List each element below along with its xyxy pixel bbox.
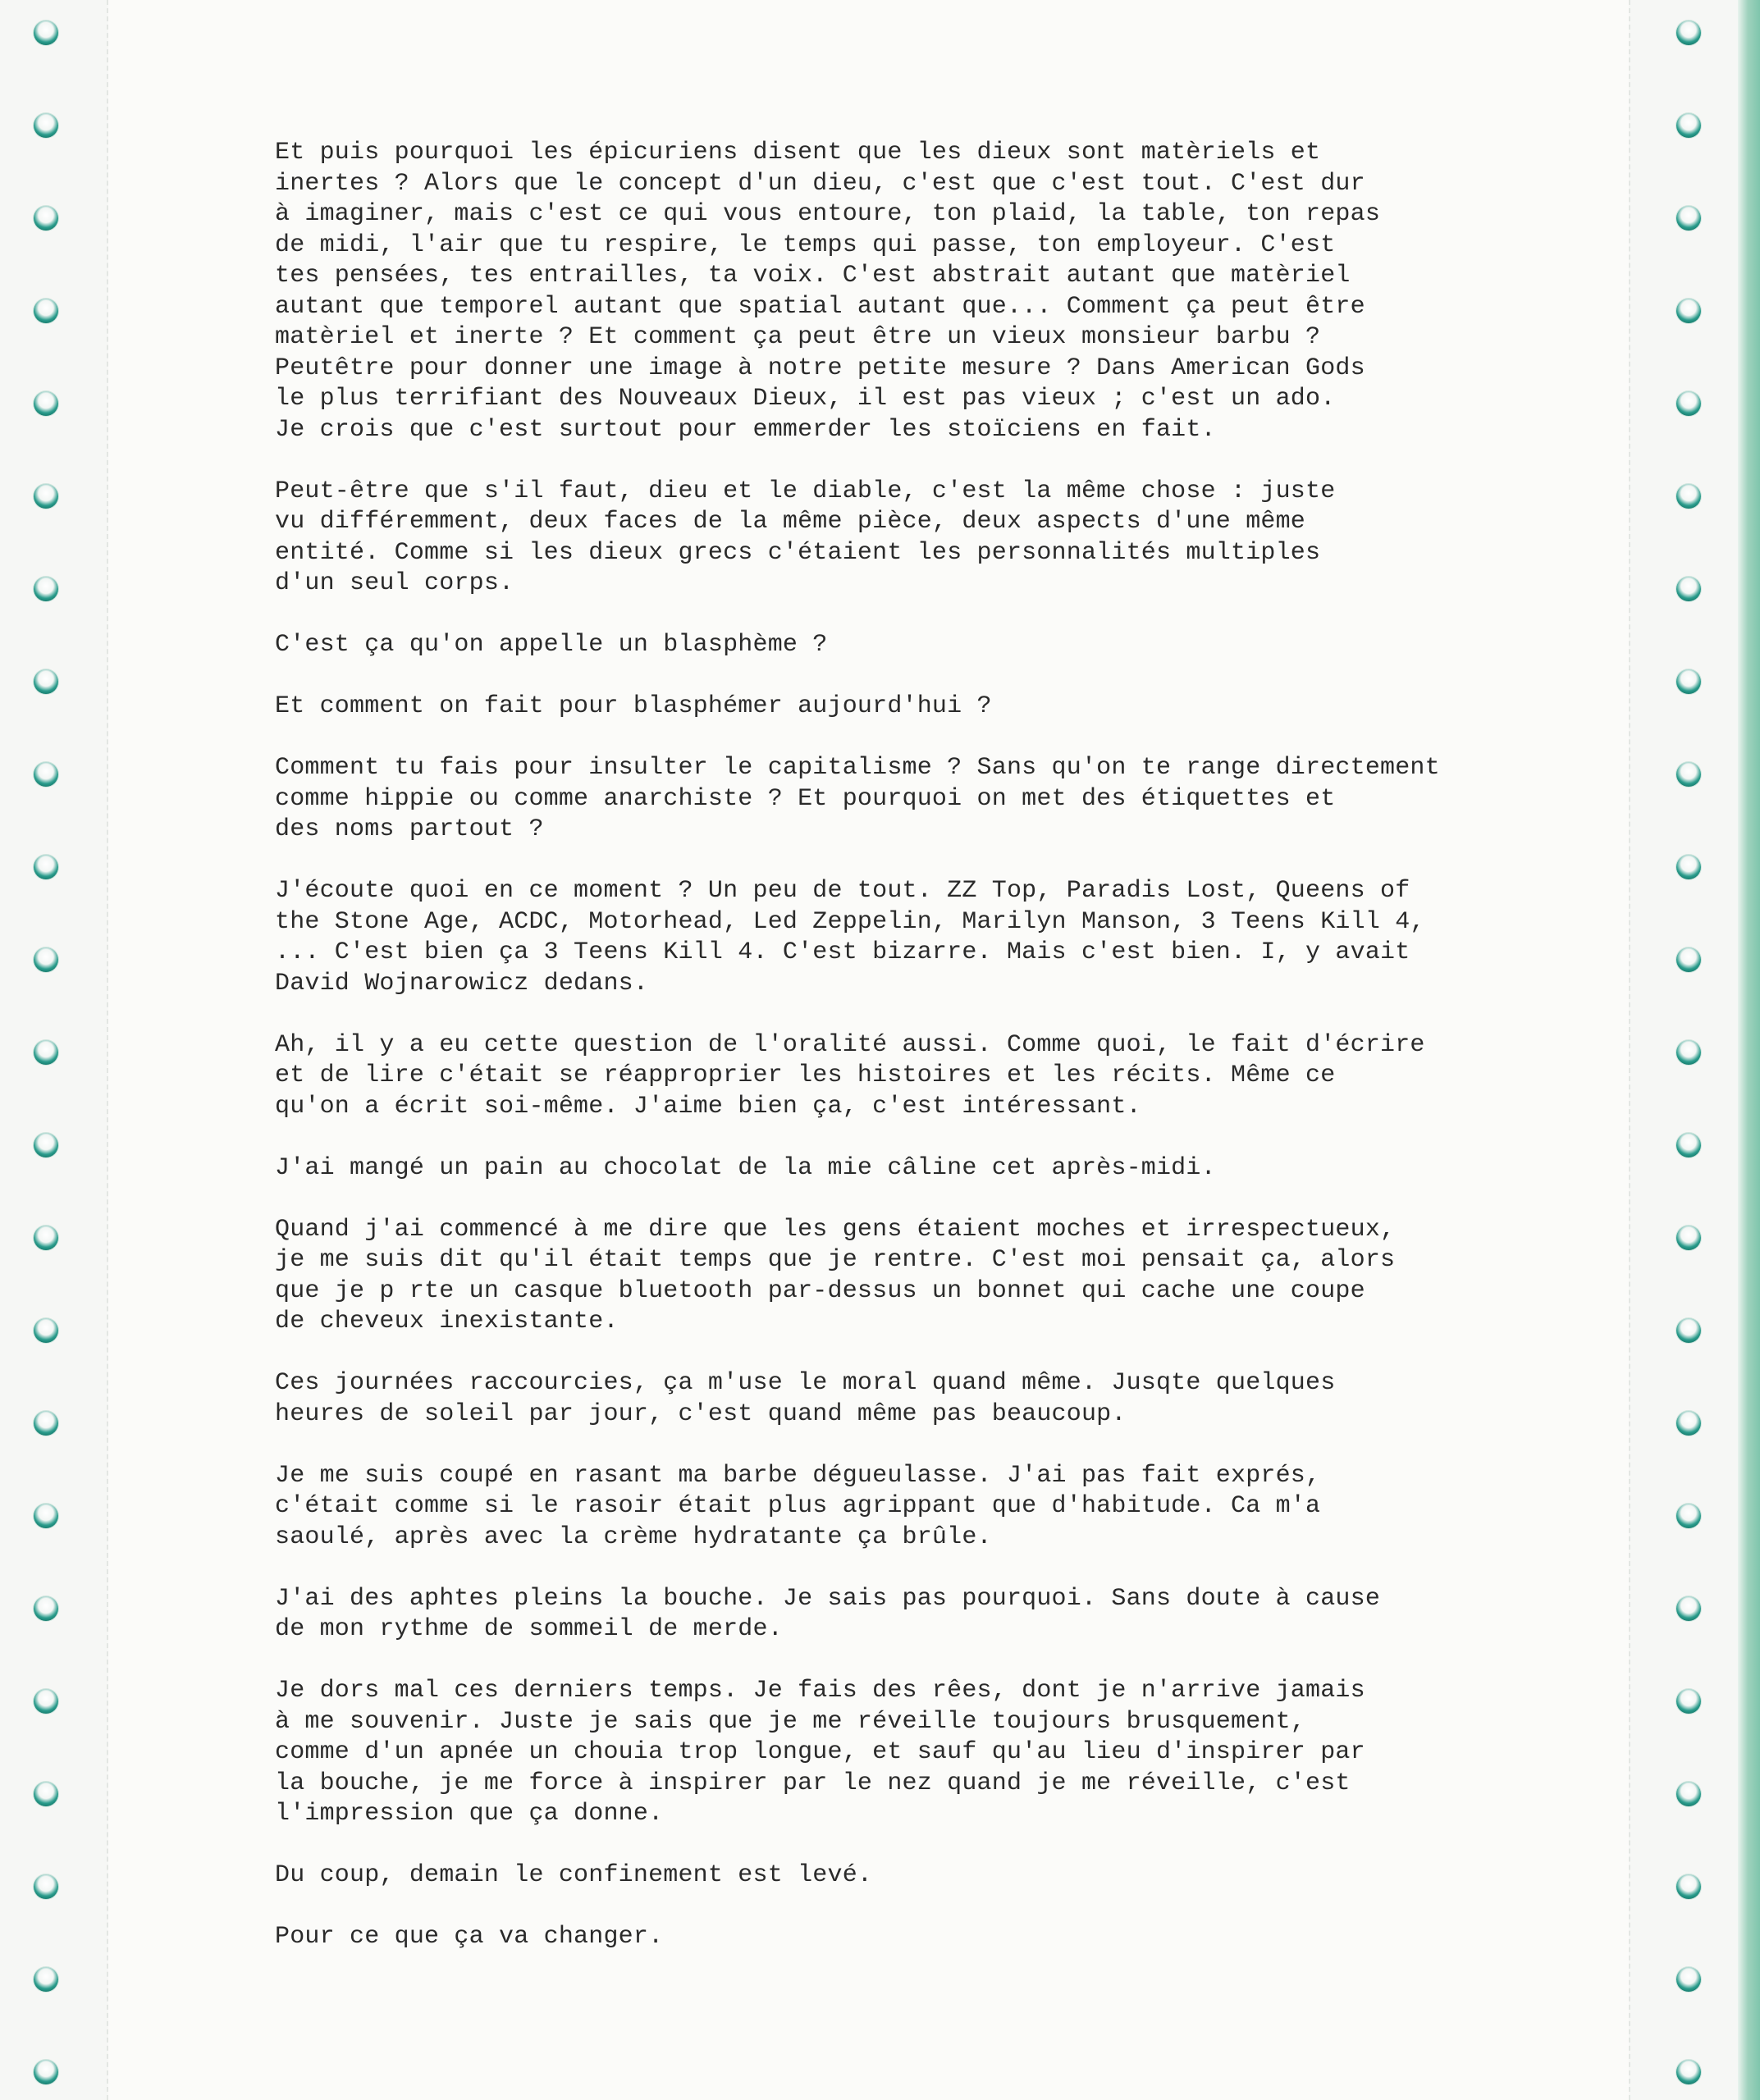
feed-hole-icon [34,1226,58,1250]
feed-hole-icon [1676,206,1701,231]
text-line: à me souvenir. Juste je sais que je me réveille toujours brusquement, [275,1707,1306,1736]
text-line: la bouche, je me force à inspirer par le nez quand je me réveille, c'est [275,1769,1351,1797]
feed-hole-icon [34,855,58,879]
feed-hole-icon [1676,1226,1701,1250]
feed-hole-icon [1676,1596,1701,1621]
feed-hole-icon [1676,1133,1701,1157]
paragraph [275,477,1621,600]
text-line: Je crois que c'est surtout pour emmerder les stoïciens en fait. [275,415,1216,444]
text-line: Et comment on fait pour blasphémer aujourd'hui ? [275,692,992,720]
feed-hole-icon [1676,855,1701,879]
text-line: Peutêtre pour donner une image à notre petite mesure ? Dans American Gods [275,354,1365,382]
text-line: Ces journées raccourcies, ça m'use le moral quand même. Jusqte quelques [275,1369,1336,1397]
feed-hole-icon [1676,113,1701,138]
text-line: Peut-être que s'il faut, dieu et le diable, c'est la même chose : juste [275,477,1336,505]
text-line: Du coup, demain le confinement est levé. [275,1861,873,1889]
paragraph [275,1922,1621,1953]
feed-hole-icon [34,1318,58,1343]
text-line: entité. Comme si les dieux grecs c'étaient les personnalités multiples [275,538,1321,567]
paragraph [275,1215,1621,1338]
text-line: et de lire c'était se réapproprier les histoires et les récits. Même ce [275,1061,1336,1089]
text-line: comme hippie ou comme anarchiste ? Et pourquoi on met des étiquettes et [275,784,1336,813]
text-line: Comment tu fais pour insulter le capitalisme ? Sans qu'on te range directement [275,754,1440,782]
text-line: d'un seul corps. [275,569,514,597]
paragraph [275,692,1621,723]
text-line: de midi, l'air que tu respire, le temps qui passe, ton employeur. C'est [275,231,1336,259]
feed-hole-icon [1676,669,1701,694]
paragraph [275,1676,1621,1830]
feed-hole-icon [34,1689,58,1714]
feed-hole-icon [34,484,58,509]
text-line: je me suis dit qu'il était temps que je rentre. C'est moi pensait ça, alors [275,1246,1396,1274]
paragraph [275,876,1621,999]
feed-hole-icon [34,1040,58,1065]
text-line: de mon rythme de sommeil de merde. [275,1615,783,1643]
paragraph [275,630,1621,661]
text-line: de cheveux inexistante. [275,1308,619,1335]
feed-hole-icon [34,577,58,601]
feed-hole-icon [1676,1040,1701,1065]
feed-hole-icon [1676,1689,1701,1714]
paragraph [275,1584,1621,1646]
feed-hole-icon [34,113,58,138]
feed-hole-icon [1676,21,1701,45]
text-line: inertes ? Alors que le concept d'un dieu, c'est que c'est tout. C'est dur [275,169,1365,198]
text-line: Quand j'ai commencé à me dire que les gens étaient moches et irrespectueux, [275,1215,1396,1244]
paragraph [275,1860,1621,1892]
paragraph [275,138,1621,445]
feed-hole-icon [34,2060,58,2084]
feed-hole-icon [34,391,58,416]
text-line: Et puis pourquoi les épicuriens disent que les dieux sont matèriels et [275,139,1321,167]
feed-hole-icon [1676,484,1701,509]
text-line: tes pensées, tes entrailles, ta voix. C'est abstrait autant que matèriel [275,262,1351,290]
feed-hole-icon [34,1782,58,1806]
text-line: David Wojnarowicz dedans. [275,969,649,998]
paragraph [275,1461,1621,1554]
feed-hole-icon [34,1411,58,1436]
text-line: c'était comme si le rasoir était plus agrippant que d'habitude. Ca m'a [275,1492,1321,1520]
feed-hole-icon [1676,762,1701,787]
feed-hole-icon [1676,1504,1701,1528]
feed-hole-icon [1676,577,1701,601]
text-line: le plus terrifiant des Nouveaux Dieux, il est pas vieux ; c'est un ado. [275,385,1336,413]
text-line: que je p rte un casque bluetooth par-dessus un bonnet qui cache une coupe [275,1276,1365,1305]
text-line: J'écoute quoi en ce moment ? Un peu de tout. ZZ Top, Paradis Lost, Queens of [275,877,1410,905]
text-line: Je dors mal ces derniers temps. Je fais des rêes, dont je n'arrive jamais [275,1677,1365,1705]
feed-hole-icon [34,947,58,972]
text-line: heures de soleil par jour, c'est quand même pas beaucoup. [275,1399,1127,1428]
text-line: matèriel et inerte ? Et comment ça peut être un vieux monsieur barbu ? [275,323,1321,351]
paragraph [275,1030,1621,1123]
feed-hole-icon [1676,299,1701,323]
feed-hole-icon [34,1874,58,1899]
text-line: J'ai mangé un pain au chocolat de la mie câline cet après-midi. [275,1153,1216,1182]
feed-hole-icon [34,206,58,231]
feed-hole-icon [1676,1874,1701,1899]
feed-hole-icon [34,1596,58,1621]
text-line: saoulé, après avec la crème hydratante ça brûle. [275,1522,992,1551]
feed-hole-icon [34,762,58,787]
feed-hole-icon [34,669,58,694]
paper-edge-band [1738,0,1760,2100]
text-line: Pour ce que ça va changer. [275,1923,664,1951]
feed-hole-icon [1676,2060,1701,2084]
text-line: J'ai des aphtes pleins la bouche. Je sais pas pourquoi. Sans doute à cause [275,1584,1381,1613]
text-line: qu'on a écrit soi-même. J'aime bien ça, c'est intéressant. [275,1092,1141,1121]
text-line: à imaginer, mais c'est ce qui vous entoure, ton plaid, la table, ton repas [275,200,1381,228]
feed-hole-icon [34,1504,58,1528]
paragraph [275,1153,1621,1185]
feed-hole-icon [1676,1411,1701,1436]
feed-hole-icon [1676,1967,1701,1992]
feed-hole-icon [34,1133,58,1157]
typed-text-body [275,138,1621,1984]
text-line: l'impression que ça donne. [275,1800,664,1828]
text-line: Je me suis coupé en rasant ma barbe dégueulasse. J'ai pas fait exprés, [275,1461,1321,1490]
feed-hole-icon [34,21,58,45]
feed-hole-icon [1676,947,1701,972]
text-line: the Stone Age, ACDC, Motorhead, Led Zeppelin, Marilyn Manson, 3 Teens Kill 4, [275,907,1425,936]
feed-hole-icon [1676,1318,1701,1343]
paragraph [275,753,1621,846]
text-line: ... C'est bien ça 3 Teens Kill 4. C'est bizarre. Mais c'est bien. I, y avait [275,938,1410,966]
text-line: comme d'un apnée un chouia trop longue, et sauf qu'au lieu d'inspirer par [275,1738,1365,1766]
text-line: autant que temporel autant que spatial autant que... Comment ça peut être [275,292,1365,321]
paragraph [275,1368,1621,1430]
feed-hole-icon [1676,1782,1701,1806]
feed-hole-icon [34,299,58,323]
text-line: vu différemment, deux faces de la même pièce, deux aspects d'une même [275,508,1306,536]
feed-hole-icon [1676,391,1701,416]
text-line: C'est ça qu'on appelle un blasphème ? [275,631,828,659]
text-line: des noms partout ? [275,815,544,843]
feed-hole-icon [34,1967,58,1992]
text-line: Ah, il y a eu cette question de l'oralité aussi. Comme quoi, le fait d'écrire [275,1030,1425,1059]
